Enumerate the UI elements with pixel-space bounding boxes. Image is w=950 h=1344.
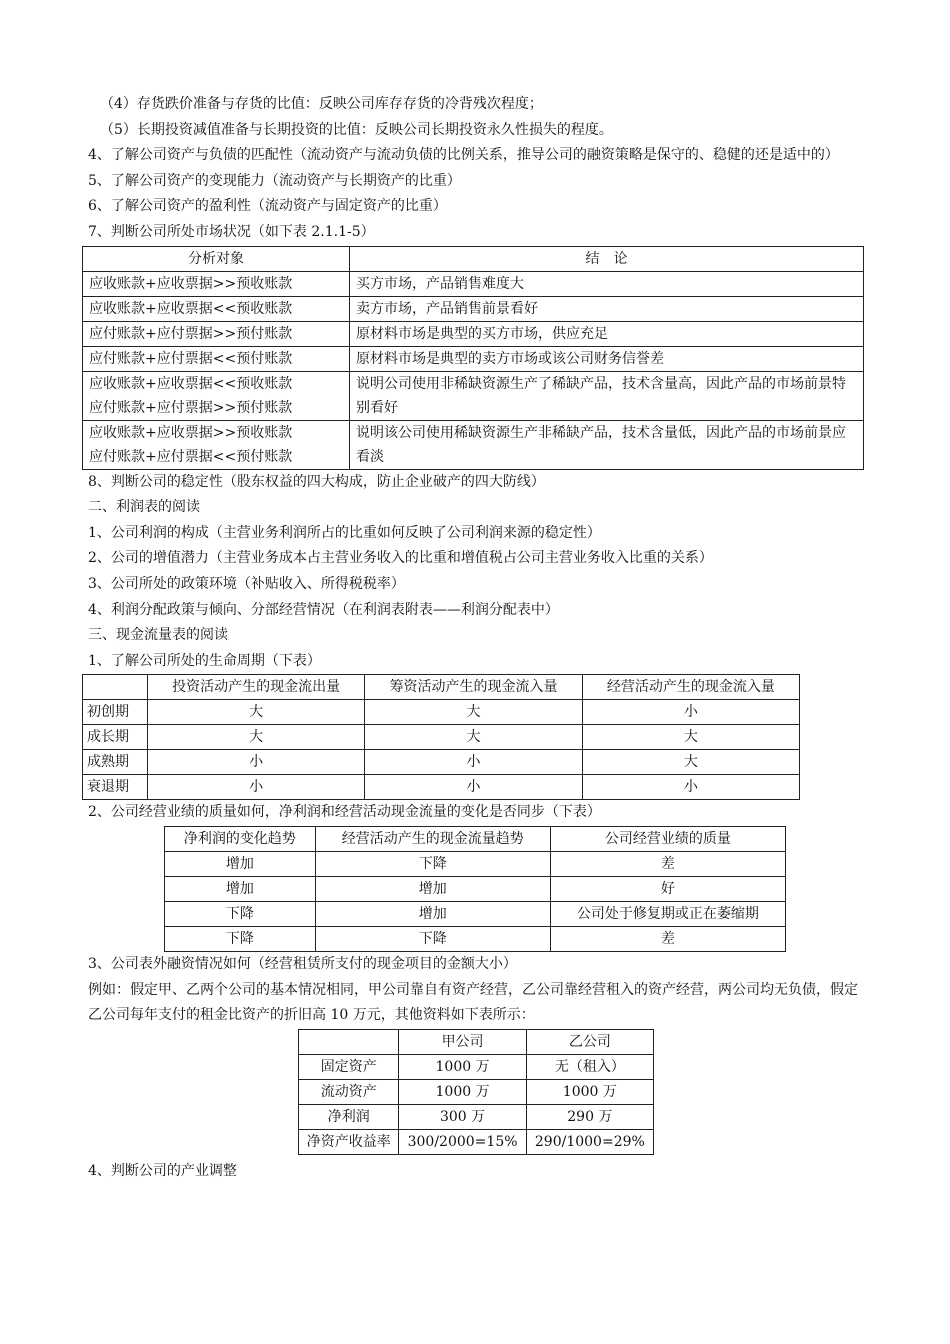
table-cell: 290/1000=29%	[526, 1129, 653, 1154]
table-cell: 应收账款+应收票据<<预收账款	[83, 296, 350, 321]
table-row	[83, 725, 800, 750]
table-row	[165, 851, 786, 876]
table-cell: 应收账款+应收票据>>预收账款 应付账款+应付票据<<预付账款	[83, 420, 350, 469]
table-cell: 卖方市场，产品销售前景看好	[350, 296, 864, 321]
table-header-cell: 分析对象	[83, 246, 350, 271]
document-page	[88, 92, 870, 1184]
table-header-cell: 乙公司	[526, 1029, 653, 1054]
table-row	[83, 346, 864, 371]
paragraph: 4、利润分配政策与倾向、分部经营情况（在利润表附表——利润分配表中）	[88, 601, 559, 618]
table-header-cell: 投资活动产生的现金流出量	[148, 675, 365, 700]
table-row	[299, 1079, 654, 1104]
table-cell: 小	[365, 775, 582, 800]
table-row	[83, 420, 864, 469]
table-cell: 大	[148, 700, 365, 725]
table-cell: 应收账款+应收票据<<预收账款 应付账款+应付票据>>预付账款	[83, 371, 350, 420]
paragraph: 1、了解公司所处的生命周期（下表）	[88, 652, 321, 669]
table-cell: 1000 万	[526, 1079, 653, 1104]
paragraph: 3、公司所处的政策环境（补贴收入、所得税税率）	[88, 575, 405, 592]
paragraph: 例如：假定甲、乙两个公司的基本情况相同，甲公司靠自有资产经营，乙公司靠经营租入的资产经营，两公司均无负债，假定乙公司每年支付的租金比资产的折旧高 10 万元，其他资料如下表所示：	[88, 981, 858, 1024]
table-header-cell	[83, 675, 148, 700]
paragraph: 2、公司的增值潜力（主营业务成本占主营业务收入的比重和增值税占公司主营业务收入比重的关系）	[88, 550, 713, 567]
table-cell: 大	[148, 725, 365, 750]
table-cell: 原材料市场是典型的卖方市场或该公司财务信誉差	[350, 346, 864, 371]
table-cell: 说明公司使用非稀缺资源生产了稀缺产品，技术含量高，因此产品的市场前景特别看好	[350, 371, 864, 420]
table-cell: 小	[365, 750, 582, 775]
section-heading: 二、利润表的阅读	[88, 499, 200, 516]
table-header-row	[83, 675, 800, 700]
table-header-cell: 净利润的变化趋势	[165, 826, 316, 851]
life-cycle-table	[82, 674, 800, 800]
table-cell: 增加	[315, 876, 550, 901]
table-cell: 300 万	[399, 1104, 526, 1129]
table-header-row	[165, 826, 786, 851]
section-heading: 三、现金流量表的阅读	[88, 627, 228, 644]
table-cell: 初创期	[83, 700, 148, 725]
table-cell: 大	[365, 725, 582, 750]
table-cell: 增加	[315, 901, 550, 926]
table-row	[83, 371, 864, 420]
table-cell: 衰退期	[83, 775, 148, 800]
table-cell: 原材料市场是典型的买方市场，供应充足	[350, 321, 864, 346]
table-row	[299, 1129, 654, 1154]
table-cell: 290 万	[526, 1104, 653, 1129]
table-row	[165, 876, 786, 901]
table-row	[83, 750, 800, 775]
table-header-cell: 经营活动产生的现金流入量	[582, 675, 799, 700]
table-cell: 增加	[165, 851, 316, 876]
table-row	[83, 296, 864, 321]
table-cell: 1000 万	[399, 1054, 526, 1079]
table-cell: 成熟期	[83, 750, 148, 775]
table-cell: 差	[550, 926, 785, 951]
table-cell: 下降	[165, 901, 316, 926]
table-header-cell: 结 论	[350, 246, 864, 271]
table-cell: 好	[550, 876, 785, 901]
table-row	[299, 1054, 654, 1079]
paragraph: 7、判断公司所处市场状况（如下表 2.1.1-5）	[88, 223, 375, 240]
table-cell: 净资产收益率	[299, 1129, 399, 1154]
table-cell: 买方市场，产品销售难度大	[350, 271, 864, 296]
table-header-cell: 公司经营业绩的质量	[550, 826, 785, 851]
paragraph: （5）长期投资减值准备与长期投资的比值：反映公司长期投资永久性损失的程度。	[100, 121, 613, 138]
table-cell: 说明该公司使用稀缺资源生产非稀缺产品，技术含量低，因此产品的市场前景应看淡	[350, 420, 864, 469]
paragraph: 8、判断公司的稳定性（股东权益的四大构成，防止企业破产的四大防线）	[88, 473, 545, 490]
table-cell: 流动资产	[299, 1079, 399, 1104]
table-cell: 公司处于修复期或正在萎缩期	[550, 901, 785, 926]
table-cell: 1000 万	[399, 1079, 526, 1104]
off-balance-financing-table	[298, 1029, 654, 1155]
table-row	[83, 775, 800, 800]
table-cell: 固定资产	[299, 1054, 399, 1079]
table-cell: 无（租入）	[526, 1054, 653, 1079]
paragraph: 3、公司表外融资情况如何（经营租赁所支付的现金项目的金额大小）	[88, 955, 517, 972]
table-header-cell: 甲公司	[399, 1029, 526, 1054]
paragraph: 5、了解公司资产的变现能力（流动资产与长期资产的比重）	[88, 172, 461, 189]
table-row	[83, 321, 864, 346]
market-status-table	[82, 246, 864, 470]
table-header-row	[83, 246, 864, 271]
table-row	[83, 700, 800, 725]
table-cell: 成长期	[83, 725, 148, 750]
table-cell: 小	[582, 700, 799, 725]
table-cell: 小	[582, 775, 799, 800]
paragraph: 4、判断公司的产业调整	[88, 1162, 237, 1179]
table-cell: 应付账款+应付票据<<预付账款	[83, 346, 350, 371]
table-cell: 增加	[165, 876, 316, 901]
table-cell: 差	[550, 851, 785, 876]
paragraph: 2、公司经营业绩的质量如何，净利润和经营活动现金流量的变化是否同步（下表）	[88, 804, 601, 821]
paragraph: 4、了解公司资产与负债的匹配性（流动资产与流动负债的比例关系，推导公司的融资策略是保守的、稳健的还是适中的）	[88, 147, 839, 164]
table-header-cell: 筹资活动产生的现金流入量	[365, 675, 582, 700]
table-row	[299, 1104, 654, 1129]
table-cell: 300/2000=15%	[399, 1129, 526, 1154]
table-cell: 净利润	[299, 1104, 399, 1129]
paragraph: 6、了解公司资产的盈利性（流动资产与固定资产的比重）	[88, 198, 447, 215]
table-row	[83, 271, 864, 296]
table-cell: 小	[148, 775, 365, 800]
table-cell: 大	[582, 725, 799, 750]
paragraph: （4）存货跌价准备与存货的比值：反映公司库存存货的冷背残次程度；	[100, 96, 543, 112]
table-cell: 大	[582, 750, 799, 775]
table-cell: 应收账款+应收票据>>预收账款	[83, 271, 350, 296]
table-header-cell: 经营活动产生的现金流量趋势	[315, 826, 550, 851]
table-cell: 大	[365, 700, 582, 725]
table-header-cell	[299, 1029, 399, 1054]
table-cell: 应付账款+应付票据>>预付账款	[83, 321, 350, 346]
table-row	[165, 926, 786, 951]
paragraph: 1、公司利润的构成（主营业务利润所占的比重如何反映了公司利润来源的稳定性）	[88, 524, 601, 541]
table-cell: 下降	[315, 926, 550, 951]
table-cell: 下降	[165, 926, 316, 951]
earnings-quality-table	[164, 826, 786, 952]
table-cell: 小	[148, 750, 365, 775]
table-header-row	[299, 1029, 654, 1054]
table-cell: 下降	[315, 851, 550, 876]
table-row	[165, 901, 786, 926]
